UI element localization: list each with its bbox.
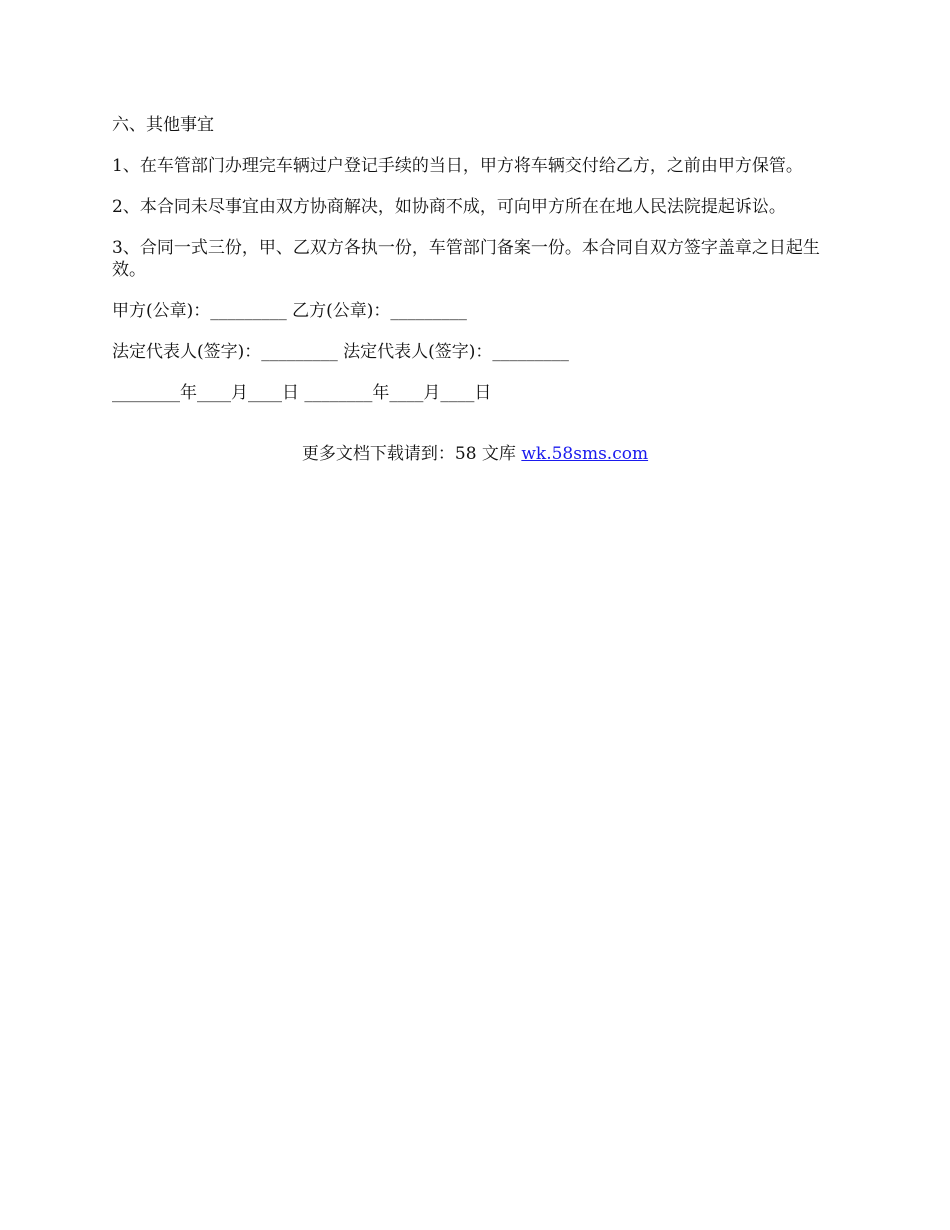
footer [0, 443, 950, 465]
footer-prefix: 更多文档下载请到：58 文库 [301, 444, 522, 464]
section-heading: 六、其他事宜 [112, 115, 214, 135]
footer-link[interactable]: wk.58sms.com [521, 444, 649, 464]
clause-3: 3、合同一式三份，甲、乙双方各执一份，车管部门备案一份。本合同自双方签字盖章之日起生效。 [112, 238, 820, 280]
clause-1: 1、在车管部门办理完车辆过户登记手续的当日，甲方将车辆交付给乙方，之前由甲方保管。 [112, 156, 803, 176]
date-signature-line: ________年____月____日 ________年____月____日 [112, 383, 492, 403]
seal-signature-line: 甲方(公章)：_________ 乙方(公章)：_________ [112, 301, 467, 321]
document-body [112, 114, 842, 423]
representative-signature-line: 法定代表人(签字)：_________ 法定代表人(签字)：_________ [112, 342, 569, 362]
clause-2: 2、本合同未尽事宜由双方协商解决，如协商不成，可向甲方所在在地人民法院提起诉讼。 [112, 197, 786, 217]
